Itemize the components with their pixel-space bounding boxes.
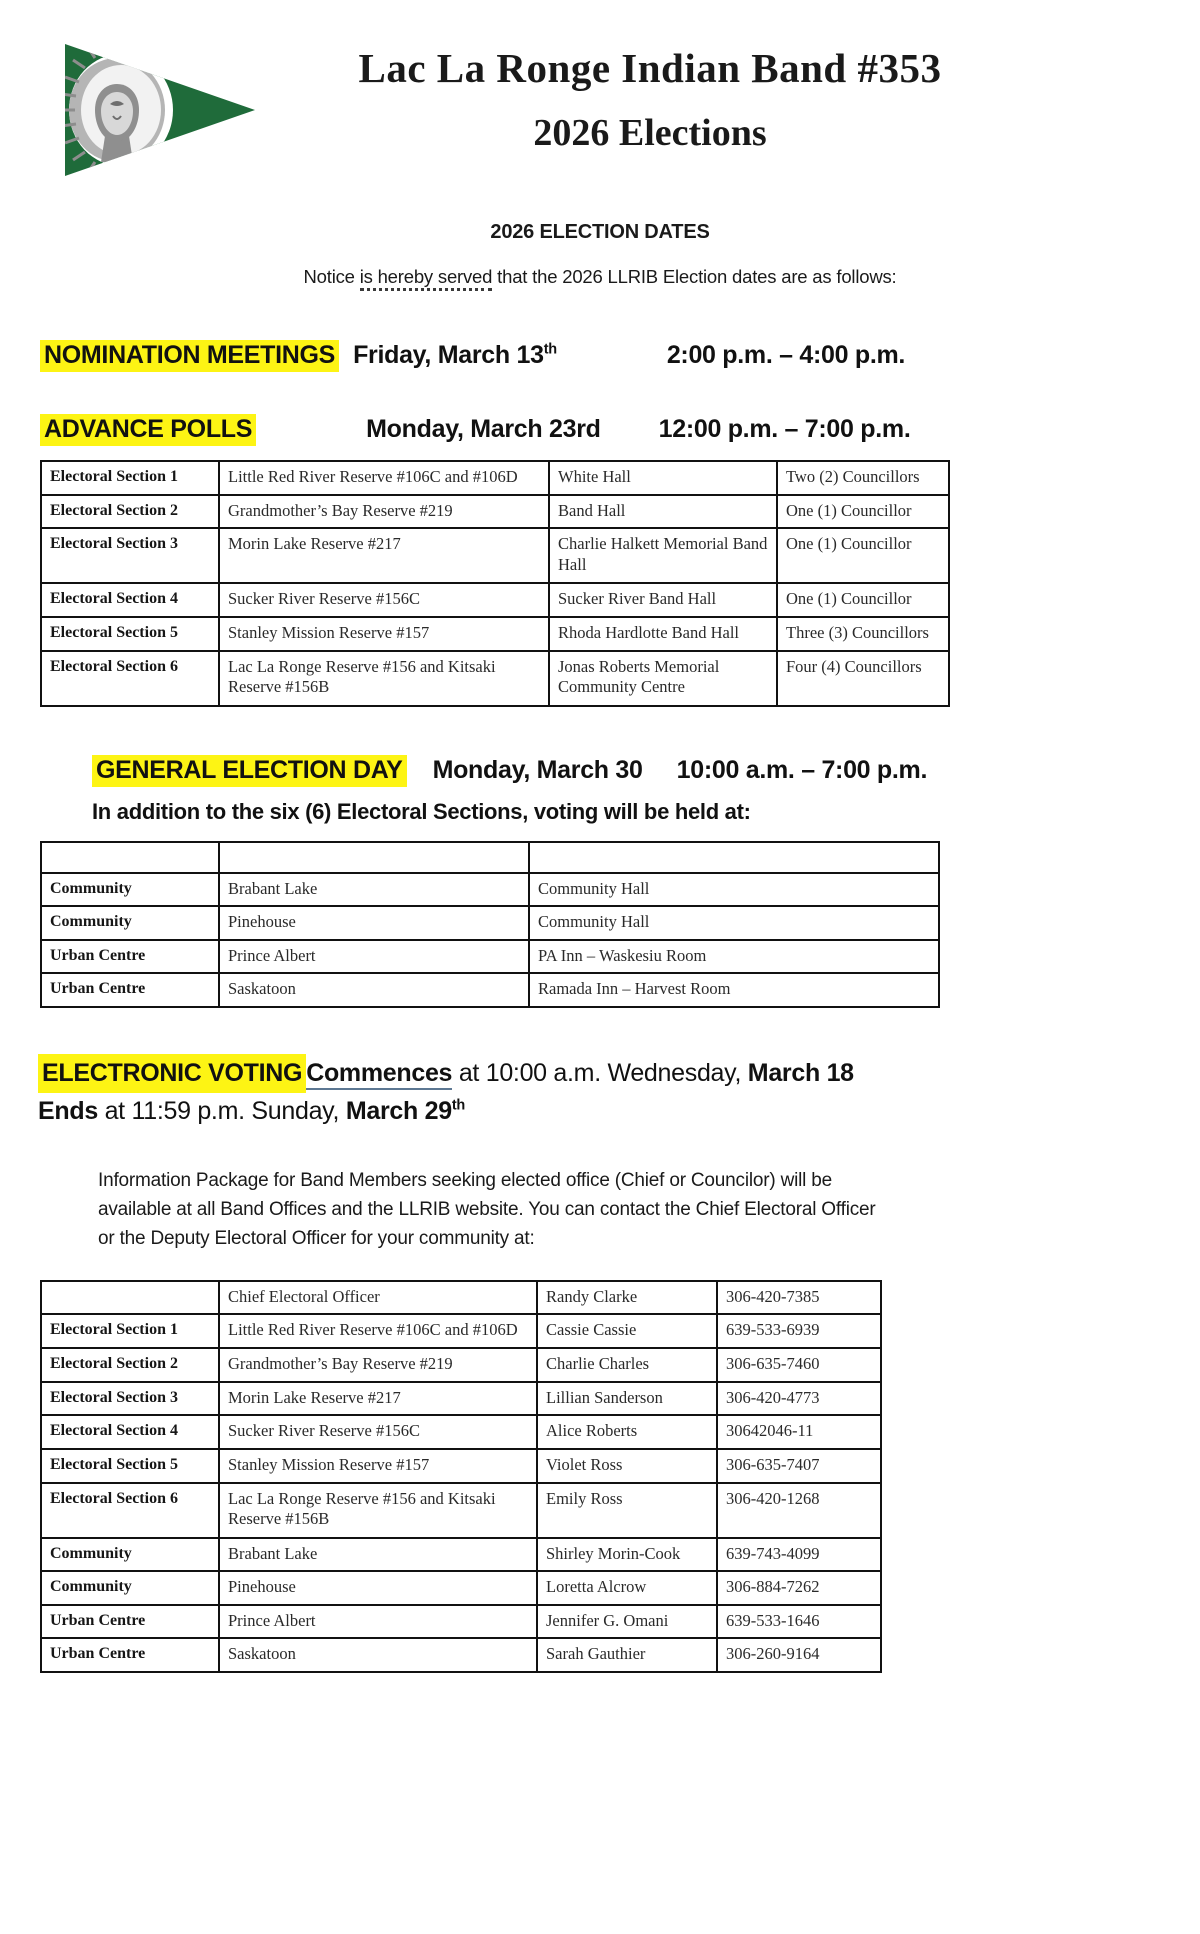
- cell-location-type: [41, 842, 219, 873]
- cell-venue: PA Inn – Waskesiu Room: [529, 940, 939, 974]
- cell-electoral-section: Electoral Section 4: [41, 583, 219, 617]
- cell-venue: [529, 842, 939, 873]
- table-row: [41, 495, 949, 529]
- cell-reserve: Saskatoon: [219, 1638, 537, 1672]
- nomination-meetings-label: NOMINATION MEETINGS: [40, 340, 339, 372]
- cell-councillors: One (1) Councillor: [777, 528, 949, 583]
- cell-venue: Ramada Inn – Harvest Room: [529, 973, 939, 1007]
- cell-councillors: Three (3) Councillors: [777, 617, 949, 651]
- general-election-label: GENERAL ELECTION DAY: [92, 755, 407, 787]
- nomination-meetings-row: [40, 340, 1200, 372]
- commences-date: March 18: [747, 1059, 854, 1087]
- cell-polling-location: Jonas Roberts Memorial Community Centre: [549, 651, 777, 706]
- table-row: [41, 1382, 881, 1416]
- cell-place: Prince Albert: [219, 940, 529, 974]
- commences-word: Commences: [306, 1059, 452, 1090]
- general-election-note: In addition to the six (6) Electoral Sections, voting will be held at:: [92, 798, 751, 824]
- cell-reserve: Little Red River Reserve #106C and #106D: [219, 461, 549, 495]
- cell-polling-location: White Hall: [549, 461, 777, 495]
- cell-electoral-section: Urban Centre: [41, 1638, 219, 1672]
- cell-place: Saskatoon: [219, 973, 529, 1007]
- cell-officer-name: Cassie Cassie: [537, 1314, 717, 1348]
- cell-reserve: Grandmother’s Bay Reserve #219: [219, 495, 549, 529]
- cell-polling-location: Sucker River Band Hall: [549, 583, 777, 617]
- cell-reserve: Lac La Ronge Reserve #156 and Kitsaki Reserve #156B: [219, 651, 549, 706]
- cell-electoral-section: Electoral Section 4: [41, 1415, 219, 1449]
- electronic-voting-line-1: [38, 1054, 1200, 1093]
- table-row: [41, 1571, 881, 1605]
- table-row: [41, 1638, 881, 1672]
- cell-officer-name: Jennifer G. Omani: [537, 1605, 717, 1639]
- cell-electoral-section: Community: [41, 1571, 219, 1605]
- cell-polling-location: Rhoda Hardlotte Band Hall: [549, 617, 777, 651]
- cell-phone-number: 306-884-7262: [717, 1571, 881, 1605]
- advance-polls-table: [40, 460, 950, 707]
- nomination-date-ordinal: th: [543, 341, 557, 358]
- cell-polling-location: Band Hall: [549, 495, 777, 529]
- cell-reserve: Little Red River Reserve #106C and #106D: [219, 1314, 537, 1348]
- advance-polls-row: [40, 414, 1200, 446]
- cell-venue: Community Hall: [529, 873, 939, 907]
- cell-electoral-section: Electoral Section 1: [41, 461, 219, 495]
- table-row: [41, 461, 949, 495]
- page-subtitle: 2026 Elections: [533, 112, 767, 155]
- cell-phone-number: 639-533-1646: [717, 1605, 881, 1639]
- general-election-time: 10:00 a.m. – 7:00 p.m.: [676, 755, 928, 784]
- cell-reserve: Morin Lake Reserve #217: [219, 528, 549, 583]
- advance-polls-time: 12:00 p.m. – 7:00 p.m.: [658, 415, 911, 443]
- cell-electoral-section: Electoral Section 6: [41, 1483, 219, 1538]
- commences-rest: at 10:00 a.m. Wednesday,: [452, 1059, 748, 1087]
- cell-councillors: Two (2) Councillors: [777, 461, 949, 495]
- ends-rest: at 11:59 p.m. Sunday,: [97, 1097, 346, 1126]
- cell-electoral-section: [41, 1281, 219, 1315]
- table-row: [41, 617, 949, 651]
- information-package-paragraph: Information Package for Band Members seeking elected office (Chief or Councilor) will be available at all Band Offices and the LLRIB website. You can contact the Chief Electoral Officer or the Deputy Electoral Officer for your community at:: [98, 1169, 876, 1250]
- bottom-spacer: [0, 1673, 1200, 1733]
- cell-officer-name: Alice Roberts: [537, 1415, 717, 1449]
- table-row: [41, 651, 949, 706]
- general-election-table: [40, 841, 940, 1009]
- cell-electoral-section: Community: [41, 1538, 219, 1572]
- cell-phone-number: 639-743-4099: [717, 1538, 881, 1572]
- advance-polls-table-wrapper: [40, 460, 948, 707]
- table-row: [41, 1314, 881, 1348]
- table-row: [41, 973, 939, 1007]
- cell-electoral-section: Electoral Section 2: [41, 495, 219, 529]
- cell-electoral-section: Electoral Section 5: [41, 617, 219, 651]
- cell-venue: Community Hall: [529, 906, 939, 940]
- cell-reserve: Lac La Ronge Reserve #156 and Kitsaki Reserve #156B: [219, 1483, 537, 1538]
- notice-line: [0, 266, 1200, 288]
- cell-phone-number: 306-420-7385: [717, 1281, 881, 1315]
- cell-phone-number: 639-533-6939: [717, 1314, 881, 1348]
- table-row: [41, 842, 939, 873]
- cell-councillors: One (1) Councillor: [777, 495, 949, 529]
- cell-reserve: Pinehouse: [219, 1571, 537, 1605]
- general-election-block: [92, 755, 1200, 825]
- cell-location-type: Urban Centre: [41, 940, 219, 974]
- cell-place: Pinehouse: [219, 906, 529, 940]
- cell-polling-location: Charlie Halkett Memorial Band Hall: [549, 528, 777, 583]
- table-row: [41, 873, 939, 907]
- cell-location-type: Urban Centre: [41, 973, 219, 1007]
- table-row: [41, 1281, 881, 1315]
- page-title: Lac La Ronge Indian Band #353: [358, 45, 942, 91]
- advance-polls-date: Monday, March 23rd: [366, 415, 601, 443]
- advance-polls-label: ADVANCE POLLS: [40, 414, 256, 446]
- general-election-date: Monday, March 30: [432, 755, 643, 784]
- cell-officer-name: Randy Clarke: [537, 1281, 717, 1315]
- ends-date-ordinal: th: [451, 1097, 465, 1114]
- cell-electoral-section: Electoral Section 6: [41, 651, 219, 706]
- table-row: [41, 1348, 881, 1382]
- cell-location-type: Community: [41, 873, 219, 907]
- cell-reserve: Morin Lake Reserve #217: [219, 1382, 537, 1416]
- cell-location-type: Community: [41, 906, 219, 940]
- cell-place: Brabant Lake: [219, 873, 529, 907]
- cell-officer-name: Sarah Gauthier: [537, 1638, 717, 1672]
- cell-reserve: Stanley Mission Reserve #157: [219, 617, 549, 651]
- cell-officer-name: Violet Ross: [537, 1449, 717, 1483]
- cell-reserve: Stanley Mission Reserve #157: [219, 1449, 537, 1483]
- electronic-voting-line-2: [38, 1093, 1200, 1129]
- cell-phone-number: 306-420-1268: [717, 1483, 881, 1538]
- llrib-arrowhead-logo: [55, 38, 265, 183]
- cell-phone-number: 306-635-7460: [717, 1348, 881, 1382]
- ends-word: Ends: [38, 1097, 98, 1126]
- cell-electoral-section: Electoral Section 1: [41, 1314, 219, 1348]
- table-row: [41, 1605, 881, 1639]
- table-row: [41, 1483, 881, 1538]
- table-row: [41, 906, 939, 940]
- table-row: [41, 940, 939, 974]
- cell-reserve: Brabant Lake: [219, 1538, 537, 1572]
- cell-officer-name: Charlie Charles: [537, 1348, 717, 1382]
- cell-phone-number: 306-260-9164: [717, 1638, 881, 1672]
- cell-electoral-section: Electoral Section 5: [41, 1449, 219, 1483]
- cell-reserve: Prince Albert: [219, 1605, 537, 1639]
- notice-prefix: Notice: [303, 266, 360, 287]
- cell-reserve: Grandmother’s Bay Reserve #219: [219, 1348, 537, 1382]
- election-dates-heading: 2026 ELECTION DATES: [490, 221, 710, 243]
- cell-reserve: Sucker River Reserve #156C: [219, 583, 549, 617]
- cell-electoral-section: Urban Centre: [41, 1605, 219, 1639]
- cell-electoral-section: Electoral Section 3: [41, 1382, 219, 1416]
- cell-phone-number: 30642046-11: [717, 1415, 881, 1449]
- title-block: [300, 45, 1000, 156]
- notice-underlined-text: is hereby served: [360, 266, 493, 291]
- cell-place: [219, 842, 529, 873]
- cell-electoral-section: Electoral Section 3: [41, 528, 219, 583]
- general-election-row: [92, 755, 1200, 787]
- table-row: [41, 583, 949, 617]
- cell-electoral-section: Electoral Section 2: [41, 1348, 219, 1382]
- cell-phone-number: 306-420-4773: [717, 1382, 881, 1416]
- ends-date: March 29: [345, 1097, 452, 1126]
- cell-councillors: Four (4) Councillors: [777, 651, 949, 706]
- cell-officer-name: Emily Ross: [537, 1483, 717, 1538]
- cell-officer-name: Shirley Morin-Cook: [537, 1538, 717, 1572]
- table-row: [41, 1449, 881, 1483]
- notice-suffix: that the 2026 LLRIB Election dates are as follows:: [492, 266, 897, 287]
- contacts-table: [40, 1280, 882, 1673]
- cell-reserve: Sucker River Reserve #156C: [219, 1415, 537, 1449]
- electronic-voting-label: ELECTRONIC VOTING: [38, 1054, 306, 1093]
- table-row: [41, 1415, 881, 1449]
- contacts-table-wrapper: [40, 1280, 880, 1673]
- cell-councillors: One (1) Councillor: [777, 583, 949, 617]
- electronic-voting-block: [38, 1054, 1200, 1130]
- cell-officer-name: Lillian Sanderson: [537, 1382, 717, 1416]
- table-row: [41, 528, 949, 583]
- general-election-table-wrapper: [40, 841, 938, 1009]
- nomination-date-text: Friday, March 13: [353, 341, 544, 369]
- cell-phone-number: 306-635-7407: [717, 1449, 881, 1483]
- nomination-meetings-date: [353, 341, 557, 370]
- nomination-meetings-time: 2:00 p.m. – 4:00 p.m.: [666, 341, 906, 369]
- cell-reserve: Chief Electoral Officer: [219, 1281, 537, 1315]
- table-row: [41, 1538, 881, 1572]
- document-header: [0, 0, 1200, 215]
- cell-officer-name: Loretta Alcrow: [537, 1571, 717, 1605]
